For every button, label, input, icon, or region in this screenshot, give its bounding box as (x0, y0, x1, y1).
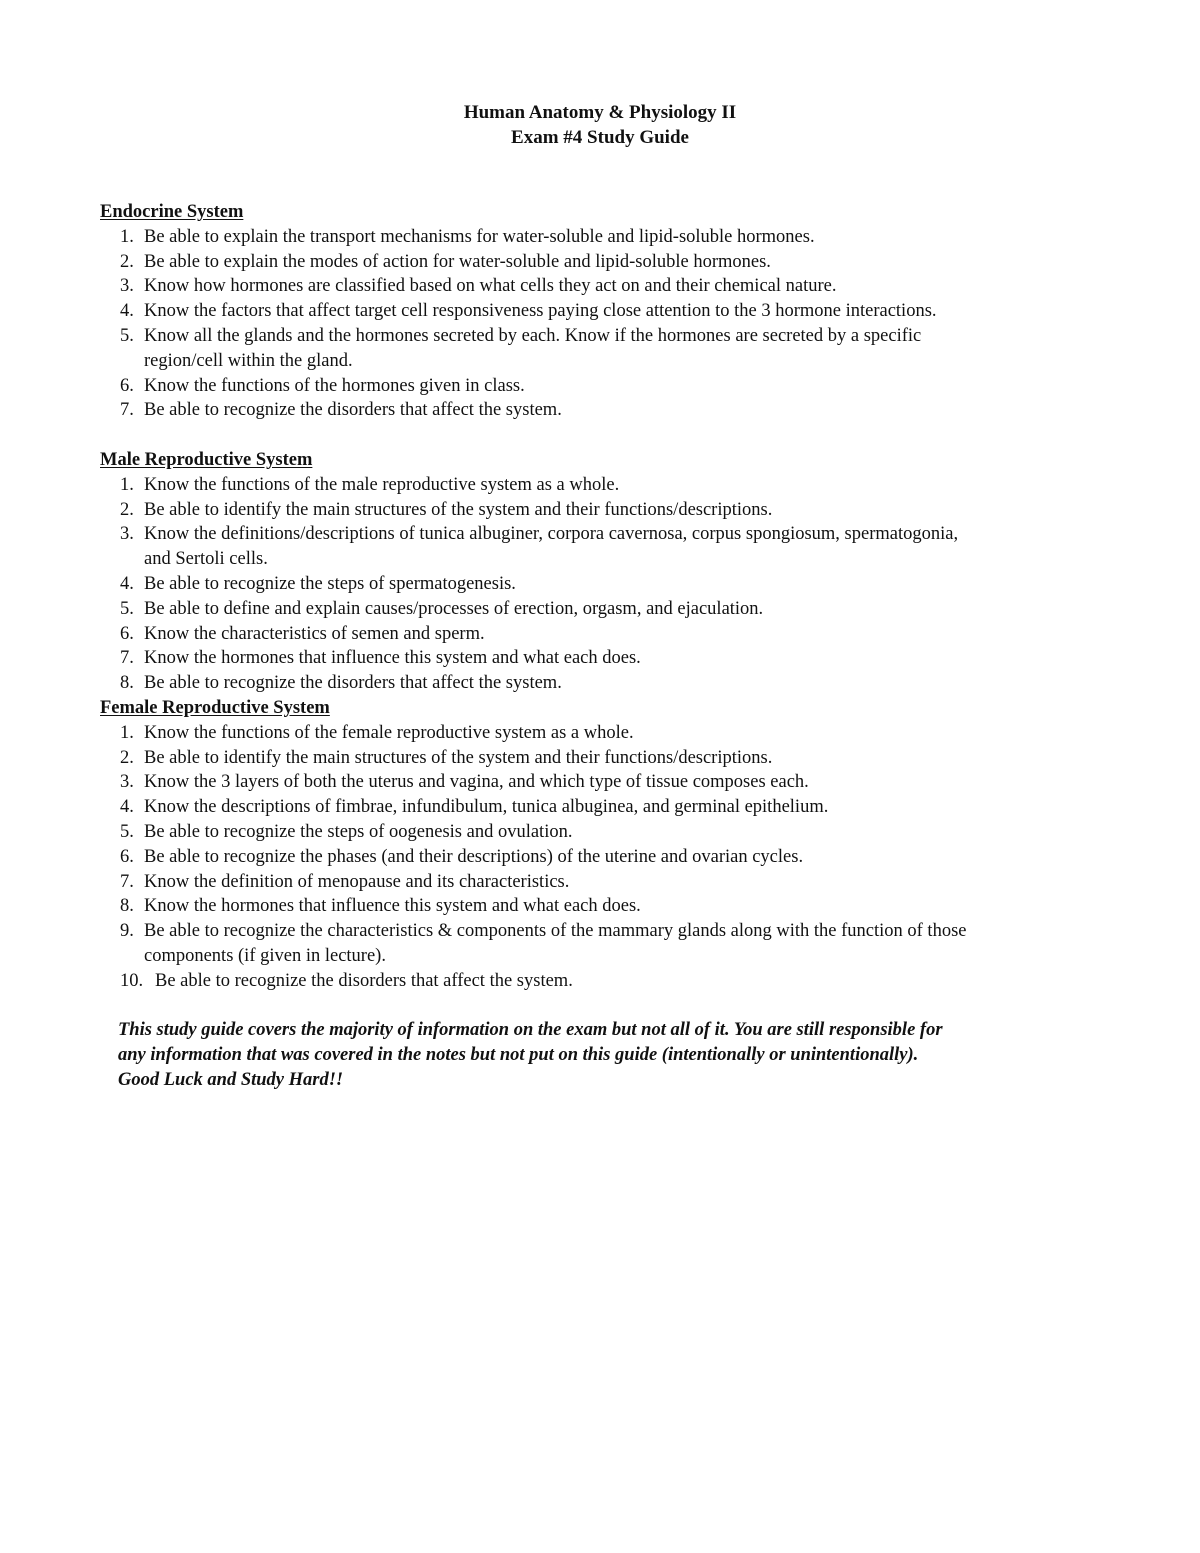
list-item-text: Be able to explain the modes of action for water-soluble and lipid-soluble hormones. (144, 251, 771, 272)
list-item (100, 795, 974, 820)
list-item-text: Know the characteristics of semen and sperm. (144, 623, 485, 644)
list-item-text: Be able to recognize the phases (and their descriptions) of the uterine and ovarian cycles. (144, 846, 804, 867)
document-title-block (0, 100, 1200, 150)
list-number: 6. (120, 375, 134, 396)
list-number: 10. (120, 970, 144, 991)
list-item-text: Be able to recognize the steps of oogenesis and ovulation. (144, 821, 573, 842)
list-number: 2. (120, 499, 134, 520)
list-number: 4. (120, 797, 134, 818)
list-item-text: Know the definition of menopause and its characteristics. (144, 871, 570, 892)
list-item-text: Know the functions of the male reproductive system as a whole. (144, 474, 620, 495)
section-female-reproductive (100, 696, 1100, 994)
list-number: 5. (120, 821, 134, 842)
list-number: 1. (120, 226, 134, 247)
list-number: 7. (120, 871, 134, 892)
section-male-reproductive (100, 448, 1100, 696)
list-item (100, 746, 974, 771)
list-item-text: Know the factors that affect target cell responsiveness paying close attention to the 3 hormone interactions. (144, 301, 937, 322)
list-item (100, 324, 974, 374)
list-item (100, 299, 974, 324)
list-item-text: Know the functions of the hormones given in class. (144, 375, 525, 396)
list-item-text: Be able to recognize the disorders that affect the system. (144, 673, 562, 694)
spacer (100, 423, 1100, 448)
list-item (100, 770, 974, 795)
list-number: 7. (120, 648, 134, 669)
list-item-text: Know the functions of the female reproductive system as a whole. (144, 722, 634, 743)
list-number: 4. (120, 301, 134, 322)
list-number: 6. (120, 846, 134, 867)
list-item (100, 398, 974, 423)
section-heading: Endocrine System (100, 202, 244, 222)
section-heading: Male Reproductive System (100, 449, 313, 470)
list-item-text: Know the hormones that influence this system and what each does. (144, 896, 641, 917)
list-item (100, 572, 974, 597)
closing-note-line: This study guide covers the majority of information on the exam but not all of it. You are still responsible for (118, 1020, 943, 1041)
list-item (100, 671, 974, 696)
list-item (100, 250, 974, 275)
list-item-text: Know the hormones that influence this system and what each does. (144, 648, 641, 669)
list-item (100, 597, 974, 622)
document-body (100, 200, 1100, 1093)
list-item-text: Know the descriptions of fimbrae, infundibulum, tunica albuginea, and germinal epithelium. (144, 797, 829, 818)
list-item (100, 522, 974, 572)
list-item-text: Be able to recognize the disorders that affect the system. (155, 970, 573, 991)
list-number: 1. (120, 722, 134, 743)
list-number: 8. (120, 673, 134, 694)
section-list (100, 721, 1100, 994)
list-item (100, 919, 974, 969)
list-item (100, 870, 974, 895)
list-item (100, 622, 974, 647)
list-item-text: Know how hormones are classified based on what cells they act on and their chemical nature. (144, 276, 837, 297)
list-number: 3. (120, 524, 134, 545)
list-item (100, 473, 974, 498)
list-item-text: Know the definitions/descriptions of tunica albuginer, corpora cavernosa, corpus spongiosum, spermatogonia, and Sertoli cells. (144, 524, 959, 570)
list-item (100, 374, 974, 399)
list-number: 1. (120, 474, 134, 495)
list-item-text: Know all the glands and the hormones secreted by each. Know if the hormones are secreted by a specific region/cell within the gland. (144, 325, 922, 371)
section-list (100, 225, 1100, 423)
list-item-text: Be able to identify the main structures of the system and their functions/descriptions. (144, 747, 773, 768)
list-number: 4. (120, 573, 134, 594)
section-endocrine (100, 200, 1100, 423)
list-item-text: Be able to identify the main structures of the system and their functions/descriptions. (144, 499, 773, 520)
list-item (100, 845, 974, 870)
closing-note-line: Good Luck and Study Hard!! (118, 1069, 344, 1090)
list-item-text: Know the 3 layers of both the uterus and vagina, and which type of tissue composes each. (144, 772, 809, 793)
list-number: 5. (120, 325, 134, 346)
list-number: 7. (120, 400, 134, 421)
list-number: 2. (120, 747, 134, 768)
closing-note-line: any information that was covered in the notes but not put on this guide (intentionally or unintentionally). (118, 1045, 919, 1066)
list-number: 6. (120, 623, 134, 644)
list-item-text: Be able to explain the transport mechanisms for water-soluble and lipid-soluble hormones. (144, 226, 815, 247)
list-item (100, 721, 974, 746)
list-item (100, 894, 974, 919)
list-item-text: Be able to recognize the disorders that affect the system. (144, 400, 562, 421)
list-item (100, 820, 974, 845)
list-number: 5. (120, 598, 134, 619)
list-item (100, 646, 974, 671)
list-item-text: Be able to recognize the characteristics & components of the mammary glands along with the function of those components (if given in lecture). (144, 921, 967, 966)
list-number: 3. (120, 772, 134, 793)
list-item-text: Be able to define and explain causes/processes of erection, orgasm, and ejaculation. (144, 598, 764, 619)
document-subtitle: Exam #4 Study Guide (511, 127, 689, 148)
list-item-text: Be able to recognize the steps of spermatogenesis. (144, 573, 516, 594)
section-list (100, 473, 1100, 696)
section-heading: Female Reproductive System (100, 697, 330, 718)
list-number: 3. (120, 276, 134, 297)
list-item (100, 225, 974, 250)
list-item (100, 498, 974, 523)
list-item (100, 969, 985, 994)
course-title: Human Anatomy & Physiology II (463, 102, 737, 123)
list-number: 2. (120, 251, 134, 272)
list-number: 9. (120, 921, 134, 942)
list-number: 8. (120, 896, 134, 917)
list-item (100, 274, 974, 299)
closing-note (118, 1018, 1093, 1092)
